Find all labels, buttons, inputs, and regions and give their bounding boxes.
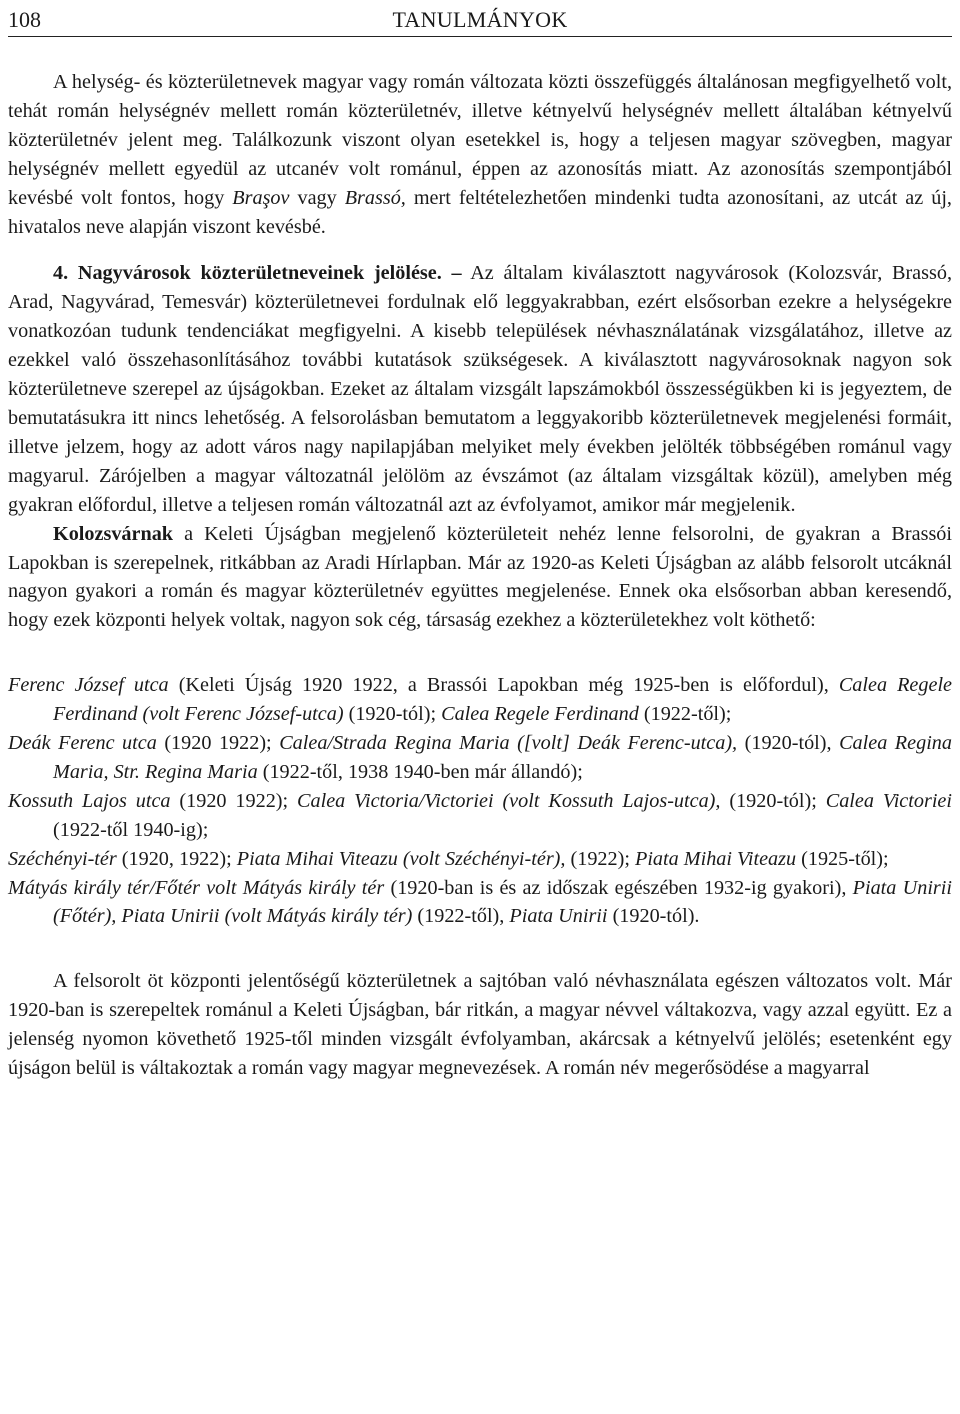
list-item: Széchényi-tér (1920, 1922); Piata Mihai Viteazu (volt Széchényi-tér), (1922); Piata Mihai Viteazu (1925-től); bbox=[8, 847, 889, 870]
italic-term: Braşov bbox=[232, 186, 290, 209]
paragraph-intro: A helység- és közterületnevek magyar vagy román változata közti összefüggés általánosan megfigyelhető volt, tehát román helységnév mellett román közterületnév, illetve kétnyelvű helységnév mellett általában kétnyelvű közterületnév jelent meg. Találkozunk viszont olyan esetekkel is, hogy a teljesen magyar szövegben, magyar helységnév mellett egyedül az utcanév volt románul, éppen az azonosítás miatt. Az azonosítás szempontjából kevésbé volt fontos, hogy Braşov vagy Brassó, mert feltételezhetően mindenki tudta azonosítani, az utcát az új, hivatalos neve alapján viszont kevésbé. bbox=[8, 71, 952, 238]
section-heading: 4. Nagyvárosok közterületneveinek jelölése. – bbox=[53, 262, 462, 285]
page-number: 108 bbox=[8, 7, 41, 32]
list-item: Kossuth Lajos utca (1920 1922); Calea Victoria/Victoriei (volt Kossuth Lajos-utca), (1920-tól); Calea Victoriei (1922-től 1940-ig); bbox=[8, 789, 952, 841]
running-head: TANULMÁNYOK bbox=[392, 7, 568, 32]
kolozsvar-paragraph: Kolozsvárnak a Keleti Újságban megjelenő közterületeit nehéz lenne felsorolni, de gyakran a Brassói Lapokban is szerepelnek, ritkábban az Aradi Hírlapban. Már az 1920-as Keleti Újságban az alább felsorolt utcáknál nagyon gyakori a román és magyar közterületnév együttes megjelenése. Ennek oka elsősorban abban keresendő, hogy ezek központi helyek voltak, nagyon sok cég, társaság ezekhez a közterületekhez volt köthető: bbox=[8, 522, 952, 632]
section-4-paragraph: 4. Nagyvárosok közterületneveinek jelölése. – Az általam kiválasztott nagyvárosok (Kolozsvár, Brassó, Arad, Nagyvárad, Temesvár) közterületnevei fordulnak elő leggyakrabban, ezért elsősorban ezekre a helységekre vonatkozóan tudunk tendenciákat megfigyelni. A kisebb települések névhasználatának vizsgálatához, illetve az ezekkel való összehasonlításához további kutatások szükségesek. A kiválasztott nagyvárosoknak nagyon sok közterületneve szerepel az újságokban. Ezeket az általam vizsgált lapszámokból összességükben ki is jegyeztem, de bemutatásukra itt nincs lehetőség. A felsorolásban bemutatom a leggyakoribb közterületnevek megjelenési formáit, illetve jelzem, hogy az adott város nagy napilapjában melyiket mely években jelölték többségében románul vagy magyarul. Zárójelben a magyar változatnál jelölöm az évszámot (az általam vizsgáltak közül), amelyben még gyakran előfordul, illetve a teljesen román változatnál azt az évfolyamot, amikor már megjelenik. bbox=[8, 262, 952, 516]
list-item: Ferenc József utca (Keleti Újság 1920 1922, a Brassói Lapokban még 1925-ben is előfordul), Calea Regele Ferdinand (volt Ferenc József-utca) (1920-tól); Calea Regele Ferdinand (1922-től); bbox=[8, 674, 953, 726]
bold-city-name: Kolozsvárnak bbox=[53, 522, 174, 545]
italic-term: Brassó, bbox=[344, 186, 406, 209]
article-body bbox=[8, 68, 952, 1083]
paragraph-final: A felsorolt öt központi jelentőségű közterületnek a sajtóban való névhasználata egészen változatos volt. Már 1920-ban is szerepeltek románul a Keleti Újságban, bár ritkán, a magyar névvel váltakozva, vagy azzal együtt. Ez a jelenség nyomon követhető 1925-től minden vizsgált évfolyamban, akárcsak a kétnyelvű jelölés; esetenként egy újságon belül is váltakoztak a román vagy magyar megnevezések. A román név megerősödése a magyarral bbox=[8, 970, 952, 1080]
street-name-list bbox=[8, 671, 952, 931]
list-item: Deák Ferenc utca (1920 1922); Calea/Strada Regina Maria ([volt] Deák Ferenc-utca), (1920-tól), Calea Regina Maria, Str. Regina Maria (1922-től, 1938 1940-ben már állandó); bbox=[8, 732, 952, 783]
list-item: Mátyás király tér/Főtér volt Mátyás király tér (1920-ban is és az időszak egészében 1932-ig gyakori), Piata Unirii (Főtér), Piata Unirii (volt Mátyás király tér) (1922-től), Piata Unirii (1920-tól). bbox=[8, 876, 952, 928]
page-header bbox=[8, 6, 952, 37]
